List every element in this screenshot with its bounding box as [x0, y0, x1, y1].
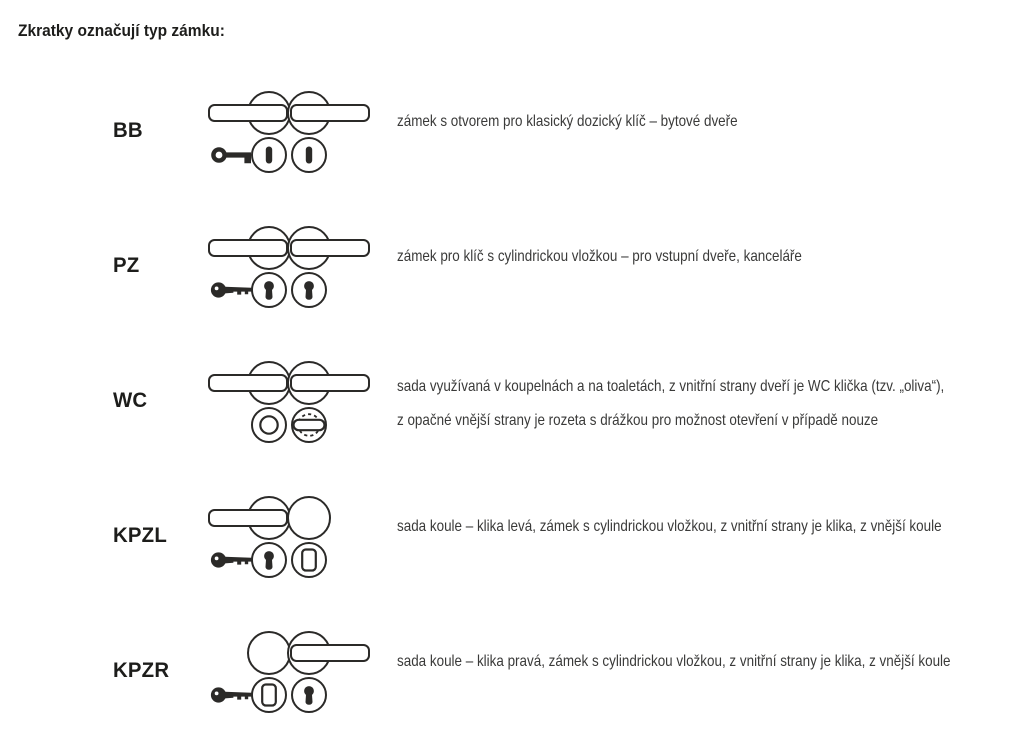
bb-keyhole-rosette-icon: [292, 138, 326, 172]
bb-keyhole-rosette-icon: [252, 138, 286, 172]
lock-type-row-pz: [0, 225, 1011, 315]
lock-type-code: BB: [113, 119, 143, 142]
page-title: Zkratky označují typ zámku:: [18, 22, 225, 40]
lock-type-description: [397, 652, 951, 672]
lock-type-description: [397, 112, 738, 132]
kpzl-lock-icons: [205, 495, 375, 583]
lock-type-description: [397, 247, 802, 267]
lock-type-description: [397, 370, 944, 438]
wc-lock-icons: [205, 360, 375, 448]
groove-rosette-icon: [252, 408, 286, 442]
pz-keyhole-rosette-icon: [252, 273, 286, 307]
pz-keyhole-rosette-icon: [252, 543, 286, 577]
left-lever-handle-icon: [209, 497, 290, 539]
right-lever-handle-icon: [288, 362, 369, 404]
description-line: sada koule – klika levá, zámek s cylindrickou vložkou, z vnitřní strany je klika, z vnější koule: [397, 518, 942, 535]
cylinder-key-icon: [211, 282, 252, 297]
bb-lock-icons: [205, 90, 375, 178]
lock-type-code: KPZL: [113, 524, 167, 547]
classic-bit-key-icon: [213, 149, 251, 163]
description-line: sada využívaná v koupelnách a na toaletách, z vnitřní strany dveří je WC klička (tzv. „oliva“),: [397, 378, 945, 395]
cylinder-outline-rosette-icon: [252, 678, 286, 712]
left-lever-handle-icon: [209, 227, 290, 269]
left-lever-handle-icon: [209, 92, 290, 134]
cylinder-outline-rosette-icon: [292, 543, 326, 577]
lock-type-code: WC: [113, 389, 148, 412]
right-lever-handle-icon: [288, 632, 369, 674]
pz-lock-icons: [205, 225, 375, 313]
description-line: zámek pro klíč s cylindrickou vložkou – pro vstupní dveře, kanceláře: [397, 248, 802, 265]
left-lever-handle-icon: [209, 362, 290, 404]
cylinder-key-icon: [211, 687, 252, 702]
lock-type-description: [397, 517, 942, 537]
lock-type-row-bb: [0, 90, 1011, 180]
knob-icon: [248, 632, 290, 674]
right-lever-handle-icon: [288, 227, 369, 269]
lock-type-code: KPZR: [113, 659, 170, 682]
description-line: z opačné vnější strany je rozeta s drážkou pro možnost otevření v případě nouze: [397, 412, 879, 429]
pz-keyhole-rosette-icon: [292, 678, 326, 712]
pz-keyhole-rosette-icon: [292, 273, 326, 307]
right-lever-handle-icon: [288, 92, 369, 134]
lock-type-row-kpzl: [0, 495, 1011, 585]
description-line: zámek s otvorem pro klasický dozický klíč – bytové dveře: [397, 113, 738, 130]
knob-icon: [288, 497, 330, 539]
description-line: sada koule – klika pravá, zámek s cylindrickou vložkou, z vnitřní strany je klika, z vnější koule: [397, 653, 951, 670]
lock-type-row-kpzr: [0, 630, 1011, 720]
wc-oliva-rosette-icon: [292, 408, 326, 442]
lock-type-code: PZ: [113, 254, 140, 277]
cylinder-key-icon: [211, 552, 252, 567]
kpzr-lock-icons: [205, 630, 375, 718]
lock-type-row-wc: [0, 360, 1011, 450]
